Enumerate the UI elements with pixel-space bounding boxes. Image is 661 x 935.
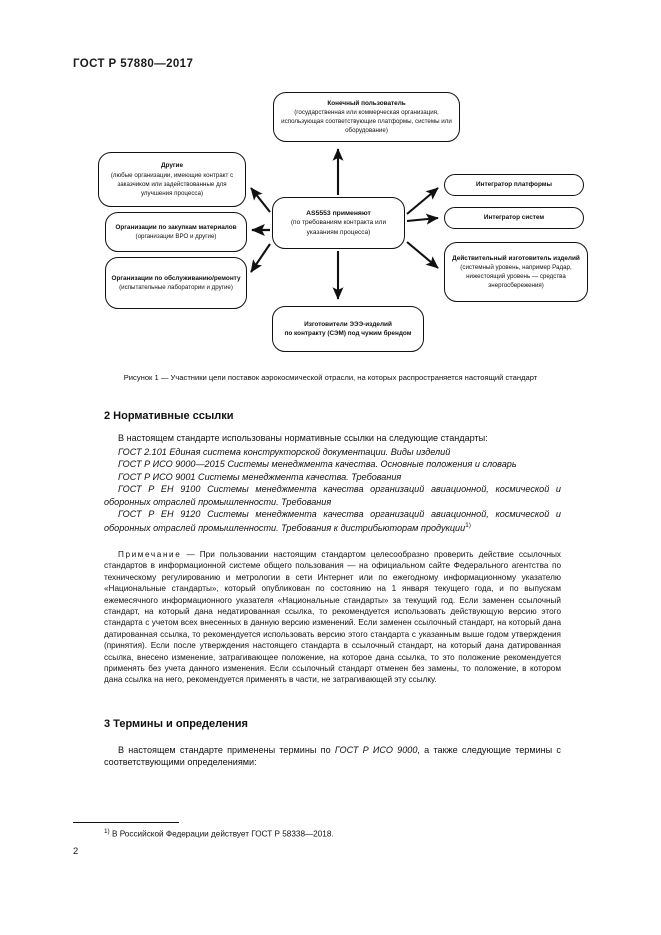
reference-code: ГОСТ Р ЕН 9120 xyxy=(118,509,201,520)
node-title: Организации по обслуживанию/ремонту xyxy=(111,274,241,282)
reference-title: Системы менеджмента качества организаций авиационной, космической и оборонных отраслей промышленности. Требования к дистрибьюторам продукции xyxy=(104,509,561,534)
reference-item xyxy=(104,508,561,535)
node-title: Изготовители ЭЭЭ-изделий xyxy=(304,320,392,328)
reference-code: ГОСТ 2.101 xyxy=(118,447,167,457)
footnote-marker: 1) xyxy=(104,828,110,835)
terms-text-before: В настоящем стандарте применены термины по xyxy=(118,745,335,755)
node-subtitle: по контракту (СЭМ) под чужим брендом xyxy=(284,330,412,338)
reference-item xyxy=(104,483,561,508)
note-text: При пользовании настоящим стандартом целесообразно проверить действие ссылочных стандартов в информационной системе общего пользования — на официальном сайте Федерального агентства по техническому регулированию и метрологии в сети Интернет или по ежегодному информационному указателю «Национальные стандарты», который опубликован по состоянию на 1 января текущего года, и по выпускам ежемесячного информационного указателя «Национальные стандарты» за текущий год. Если заменен ссылочный стандарт, на который дана недатированная ссылка, то рекомендуется использовать действующую версию этого стандарта с учетом всех внесенных в данную версию изменений. Если заменен ссылочный стандарт, на который дана датированная ссылка, то рекомендуется использовать версию этого стандарта с указанным выше годом утверждения (принятия). Если после утверждения настоящего стандарта в ссылочный стандарт, на который дана датированная ссылка, внесено изменение, затрагивающее положение, на которое дана ссылка, то это положение рекомендуется применять без учета данного изменения. Если ссылочный стандарт отменен без замены, то положение, в котором дана ссылка на него, рекомендуется применять в части, не затрагивающей эту ссылку. xyxy=(104,550,561,685)
terms-reference: ГОСТ Р ИСО 9000 xyxy=(334,745,418,755)
node-title: Действительный изготовитель изделий xyxy=(452,254,580,262)
diagram-node-center-as5553 xyxy=(272,197,405,249)
reference-title: Системы менеджмента качества. Требования xyxy=(198,471,402,482)
diagram-node-system-integrator xyxy=(444,207,584,229)
reference-item xyxy=(104,446,561,458)
node-title: Конечный пользователь xyxy=(327,99,406,107)
figure-1-supply-chain-diagram xyxy=(73,92,588,367)
node-subtitle: (любые организации, имеющие контракт с заказчиком или задействованные для улучшения процесса) xyxy=(110,171,234,197)
reference-code: ГОСТ Р ИСО 9001 xyxy=(118,471,196,482)
footnote-text: В Российской Федерации действует ГОСТ Р 58338—2018. xyxy=(111,829,334,839)
node-title: Другие xyxy=(160,162,184,170)
footnote xyxy=(104,826,554,840)
normative-references-list xyxy=(104,446,561,535)
node-title: Организации по закупкам материалов xyxy=(115,223,237,231)
reference-title: Системы менеджмента качества. Основные положения и словарь xyxy=(227,459,517,470)
footnote-marker: 1) xyxy=(465,522,472,530)
figure-1-caption: Рисунок 1 — Участники цепи поставок аэрокосмической отрасли, на которых распространяется настоящий стандарт xyxy=(123,373,538,382)
diagram-node-end-user xyxy=(273,92,460,142)
normative-references-note xyxy=(104,549,561,686)
footnote-separator xyxy=(73,822,179,823)
terms-intro-paragraph xyxy=(104,744,561,769)
diagram-node-actual-manufacturer xyxy=(444,242,588,302)
diagram-node-maintenance xyxy=(105,257,247,309)
reference-title: Единая система конструкторской документации. Виды изделий xyxy=(169,447,451,457)
node-subtitle: (государственная или коммерческая организация, использующая соответствующие платформы, системы или оборудование) xyxy=(281,109,452,135)
note-label: Примечание xyxy=(118,550,182,559)
node-title: Интегратор платформы xyxy=(476,181,552,189)
reference-title: Системы менеджмента качества организаций авиационной, космической и оборонных отраслей промышленности. Требования xyxy=(104,484,561,507)
section-heading-normative-references: 2 Нормативные ссылки xyxy=(104,410,234,422)
normative-references-intro: В настоящем стандарте использованы нормативные ссылки на следующие стандарты: xyxy=(118,433,488,443)
node-subtitle: (по требованиям контракта или указаниям процесса) xyxy=(290,219,387,236)
reference-item xyxy=(104,471,561,483)
terms-text-after: , а также следующие термины с соответствующими определениями: xyxy=(104,745,561,768)
section-heading-terms-and-definitions: 3 Термины и определения xyxy=(104,718,248,730)
diagram-node-procurement xyxy=(105,212,247,252)
note-dash: — xyxy=(186,550,195,559)
document-header-standard-code: ГОСТ Р 57880—2017 xyxy=(73,58,194,70)
diagram-node-others xyxy=(98,152,246,207)
reference-code: ГОСТ Р ЕН 9100 xyxy=(118,484,201,495)
node-title: Интегратор систем xyxy=(483,214,545,222)
reference-code: ГОСТ Р ИСО 9000—2015 xyxy=(118,459,225,470)
node-title: AS5553 применяют xyxy=(306,209,371,217)
node-subtitle: (системный уровень, например Радар, нижестоящий уровень — средства энергосбережения) xyxy=(460,264,572,290)
page-number: 2 xyxy=(73,845,79,856)
reference-item xyxy=(104,458,561,470)
node-subtitle: (испытательные лаборатории и другие) xyxy=(119,284,233,292)
node-subtitle: (организации ВРО и другие) xyxy=(135,233,217,241)
diagram-node-contract-manufacturer xyxy=(272,306,424,352)
diagram-node-platform-integrator xyxy=(444,174,584,196)
